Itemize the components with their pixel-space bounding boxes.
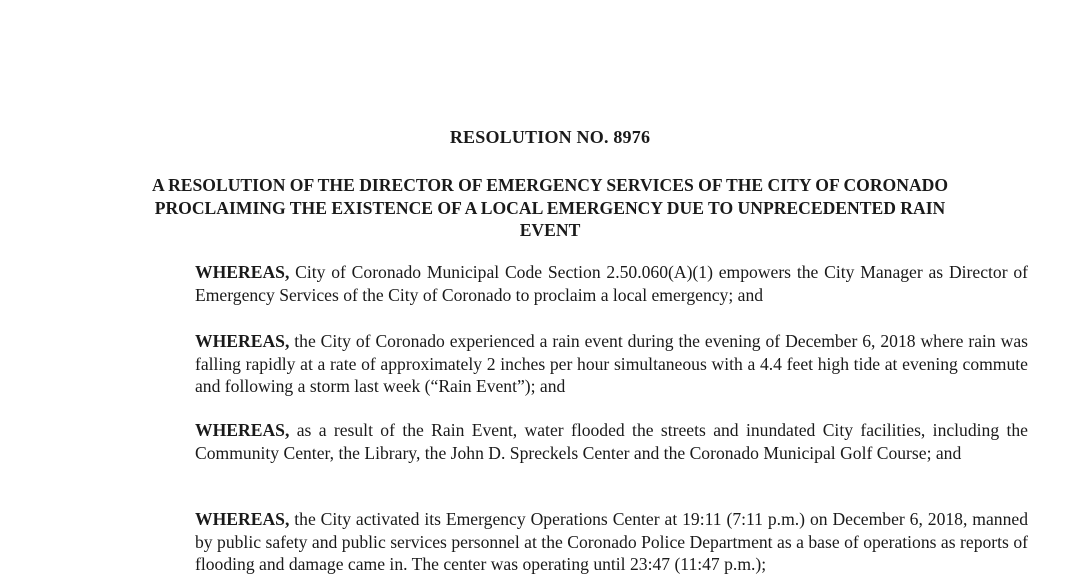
paragraph-text: the City activated its Emergency Operations Center at 19:11 (7:11 p.m.) on December 6, 2018, manned by public safety and public services personnel at the Coronado Police Department as a base of operations as reports of flooding and damage came in. The center was operating until 23:47 (11:47 p.m.); [195, 509, 1028, 574]
resolution-title: A RESOLUTION OF THE DIRECTOR OF EMERGENCY SERVICES OF THE CITY OF CORONADO PROCLAIMING THE EXISTENCE OF A LOCAL EMERGENCY DUE TO UNPRECEDENTED RAIN EVENT [151, 175, 949, 240]
paragraph-text: the City of Coronado experienced a rain event during the evening of December 6, 2018 where rain was falling rapidly at a rate of approximately 2 inches per hour simultaneous with a 4.4 feet high tide at evening commute and following a storm last week (“Rain Event”); and [195, 331, 1028, 396]
whereas-lead: WHEREAS, [195, 331, 290, 351]
whereas-paragraph-3 [132, 419, 1028, 464]
whereas-paragraph-4 [132, 508, 1028, 576]
whereas-paragraph-2 [132, 330, 1028, 398]
paragraph-text: City of Coronado Municipal Code Section 2.50.060(A)(1) empowers the City Manager as Director of Emergency Services of the City of Coronado to proclaim a local emergency; and [195, 262, 1028, 305]
whereas-paragraph-1 [132, 261, 1028, 306]
whereas-lead: WHEREAS, [195, 262, 290, 282]
whereas-lead: WHEREAS, [195, 420, 290, 440]
paragraph-text: as a result of the Rain Event, water flooded the streets and inundated City facilities, including the Community Center, the Library, the John D. Spreckels Center and the Coronado Municipal Golf Course; and [195, 420, 1028, 463]
whereas-lead: WHEREAS, [195, 509, 290, 529]
resolution-number: RESOLUTION NO. 8976 [449, 127, 651, 147]
